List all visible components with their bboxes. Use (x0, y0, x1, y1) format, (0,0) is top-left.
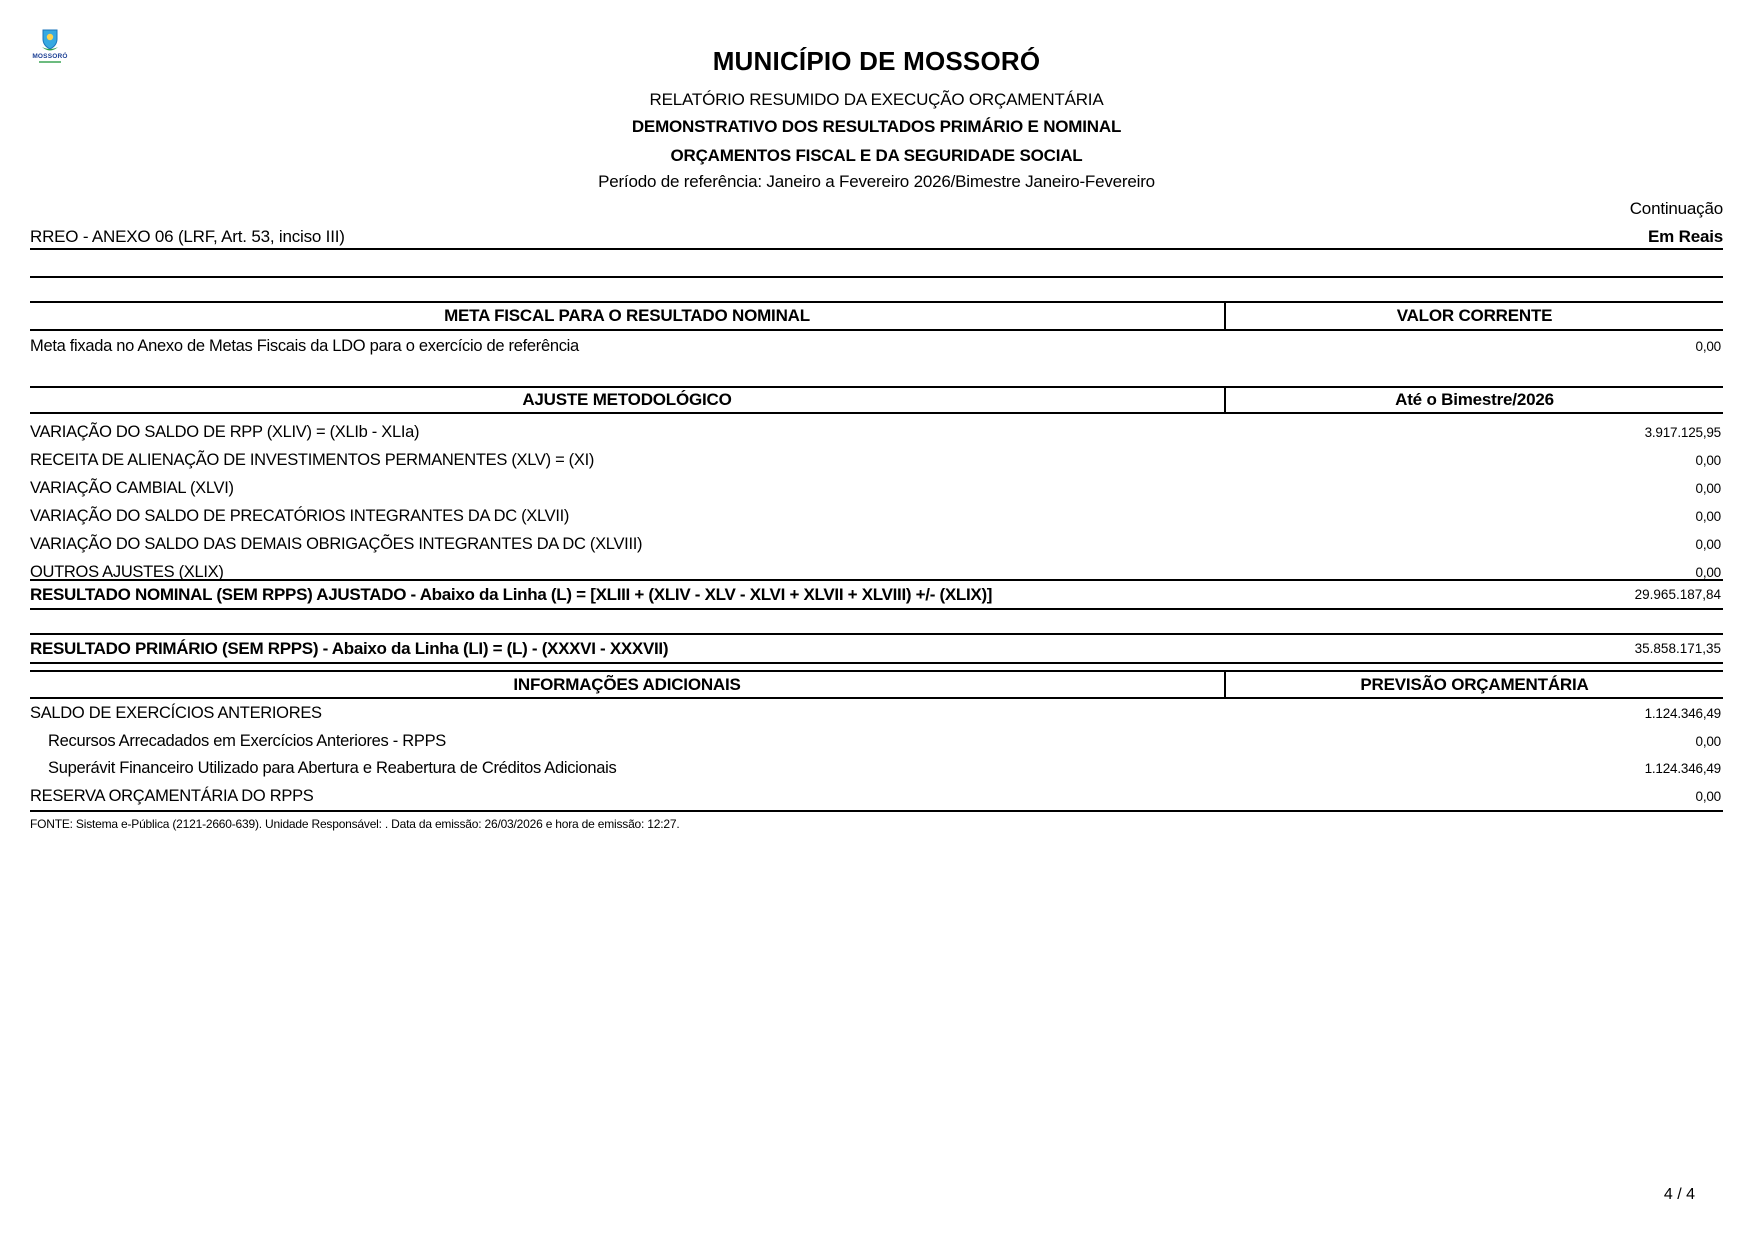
info-rows (30, 700, 1723, 812)
row-label: VARIAÇÃO DO SALDO DAS DEMAIS OBRIGAÇÕES INTEGRANTES DA DC (XLVIII) (30, 534, 643, 553)
currency-note: Em Reais (1648, 227, 1723, 246)
row-value: 1.124.346,49 (1644, 706, 1721, 722)
ajuste-header-row (30, 386, 1723, 414)
resultado-primario-value: 35.858.171,35 (1634, 641, 1721, 656)
row-value: 0,00 (1695, 733, 1721, 749)
report-subtitle-3: ORÇAMENTOS FISCAL E DA SEGURIDADE SOCIAL (670, 146, 1083, 165)
ajuste-rows (30, 418, 1723, 586)
report-period: Período de referência: Janeiro a Fevereiro 2026/Bimestre Janeiro-Fevereiro (598, 172, 1155, 191)
page-number: 4 / 4 (1663, 1186, 1695, 1203)
row-label: VARIAÇÃO DO SALDO DE RPP (XLIV) = (XLIb - XLIa) (30, 422, 420, 441)
ajuste-header-label: AJUSTE METODOLÓGICO (30, 388, 1226, 412)
info-header-value: PREVISÃO ORÇAMENTÁRIA (1360, 674, 1589, 694)
table-row (30, 474, 1723, 502)
divider-line (30, 248, 1723, 250)
row-label: Recursos Arrecadados em Exercícios Anteriores - RPPS (48, 731, 446, 750)
info-header-row (30, 670, 1723, 699)
table-row (30, 755, 1723, 783)
resultado-nominal-label: RESULTADO NOMINAL (SEM RPPS) AJUSTADO - Abaixo da Linha (L) = [XLIII + (XLIV - XLV - XLVI + XLVII + XLVIII) +/- (XLIX)] (30, 584, 993, 604)
row-value: 0,00 (1695, 788, 1721, 804)
row-label: Superávit Financeiro Utilizado para Abertura e Reabertura de Créditos Adicionais (48, 759, 617, 778)
meta-fiscal-header-label: META FISCAL PARA O RESULTADO NOMINAL (30, 303, 1226, 329)
row-label: SALDO DE EXERCÍCIOS ANTERIORES (30, 704, 322, 723)
row-label: OUTROS AJUSTES (XLIX) (30, 562, 224, 581)
annex-row (30, 227, 1723, 247)
row-label: VARIAÇÃO CAMBIAL (XLVI) (30, 478, 234, 497)
report-subtitle-2: DEMONSTRATIVO DOS RESULTADOS PRIMÁRIO E NOMINAL (631, 117, 1122, 136)
row-value: 3.917.125,95 (1644, 424, 1721, 440)
table-row (30, 700, 1723, 728)
row-value: 0,00 (1695, 536, 1721, 552)
divider-line (30, 276, 1723, 278)
row-value: 0,00 (1695, 452, 1721, 468)
row-label: Meta fixada no Anexo de Metas Fiscais da LDO para o exercício de referência (30, 337, 579, 355)
resultado-primario-row (30, 633, 1723, 664)
table-row (30, 337, 1723, 356)
row-value: 0,00 (1695, 564, 1721, 580)
resultado-primario-label: RESULTADO PRIMÁRIO (SEM RPPS) - Abaixo da Linha (LI) = (L) - (XXXVI - XXXVII) (30, 638, 669, 658)
info-header-label: INFORMAÇÕES ADICIONAIS (30, 672, 1226, 697)
meta-fiscal-header-value: VALOR CORRENTE (1396, 306, 1553, 325)
table-row (30, 446, 1723, 474)
row-label: RESERVA ORÇAMENTÁRIA DO RPPS (30, 786, 314, 805)
annex-label: RREO - ANEXO 06 (LRF, Art. 53, inciso III) (30, 227, 345, 246)
ajuste-header-value: Até o Bimestre/2026 (1395, 390, 1554, 409)
table-row (30, 418, 1723, 446)
row-label: VARIAÇÃO DO SALDO DE PRECATÓRIOS INTEGRANTES DA DC (XLVII) (30, 506, 570, 525)
city-logo-name: MOSSORÓ (32, 53, 68, 60)
report-subtitle: RELATÓRIO RESUMIDO DA EXECUÇÃO ORÇAMENTÁRIA (649, 90, 1104, 109)
continuation-note: Continuação (1629, 199, 1723, 218)
resultado-nominal-row (30, 579, 1723, 610)
page-title: MUNICÍPIO DE MOSSORÓ (712, 46, 1041, 76)
table-row (30, 502, 1723, 530)
row-value: 0,00 (1695, 339, 1721, 354)
table-row (30, 783, 1723, 811)
meta-fiscal-header-row (30, 301, 1723, 331)
row-value: 0,00 (1695, 480, 1721, 496)
row-value: 0,00 (1695, 508, 1721, 524)
row-value: 1.124.346,49 (1644, 761, 1721, 777)
resultado-nominal-value: 29.965.187,84 (1634, 587, 1721, 602)
row-label: RECEITA DE ALIENAÇÃO DE INVESTIMENTOS PERMANENTES (XLV) = (XI) (30, 450, 595, 469)
table-row (30, 530, 1723, 558)
table-row (30, 728, 1723, 756)
source-note: FONTE: Sistema e-Pública (2121-2660-639). Unidade Responsável: . Data da emissão: 26/03/2026 e hora de emissão: 12:27. (30, 817, 680, 831)
